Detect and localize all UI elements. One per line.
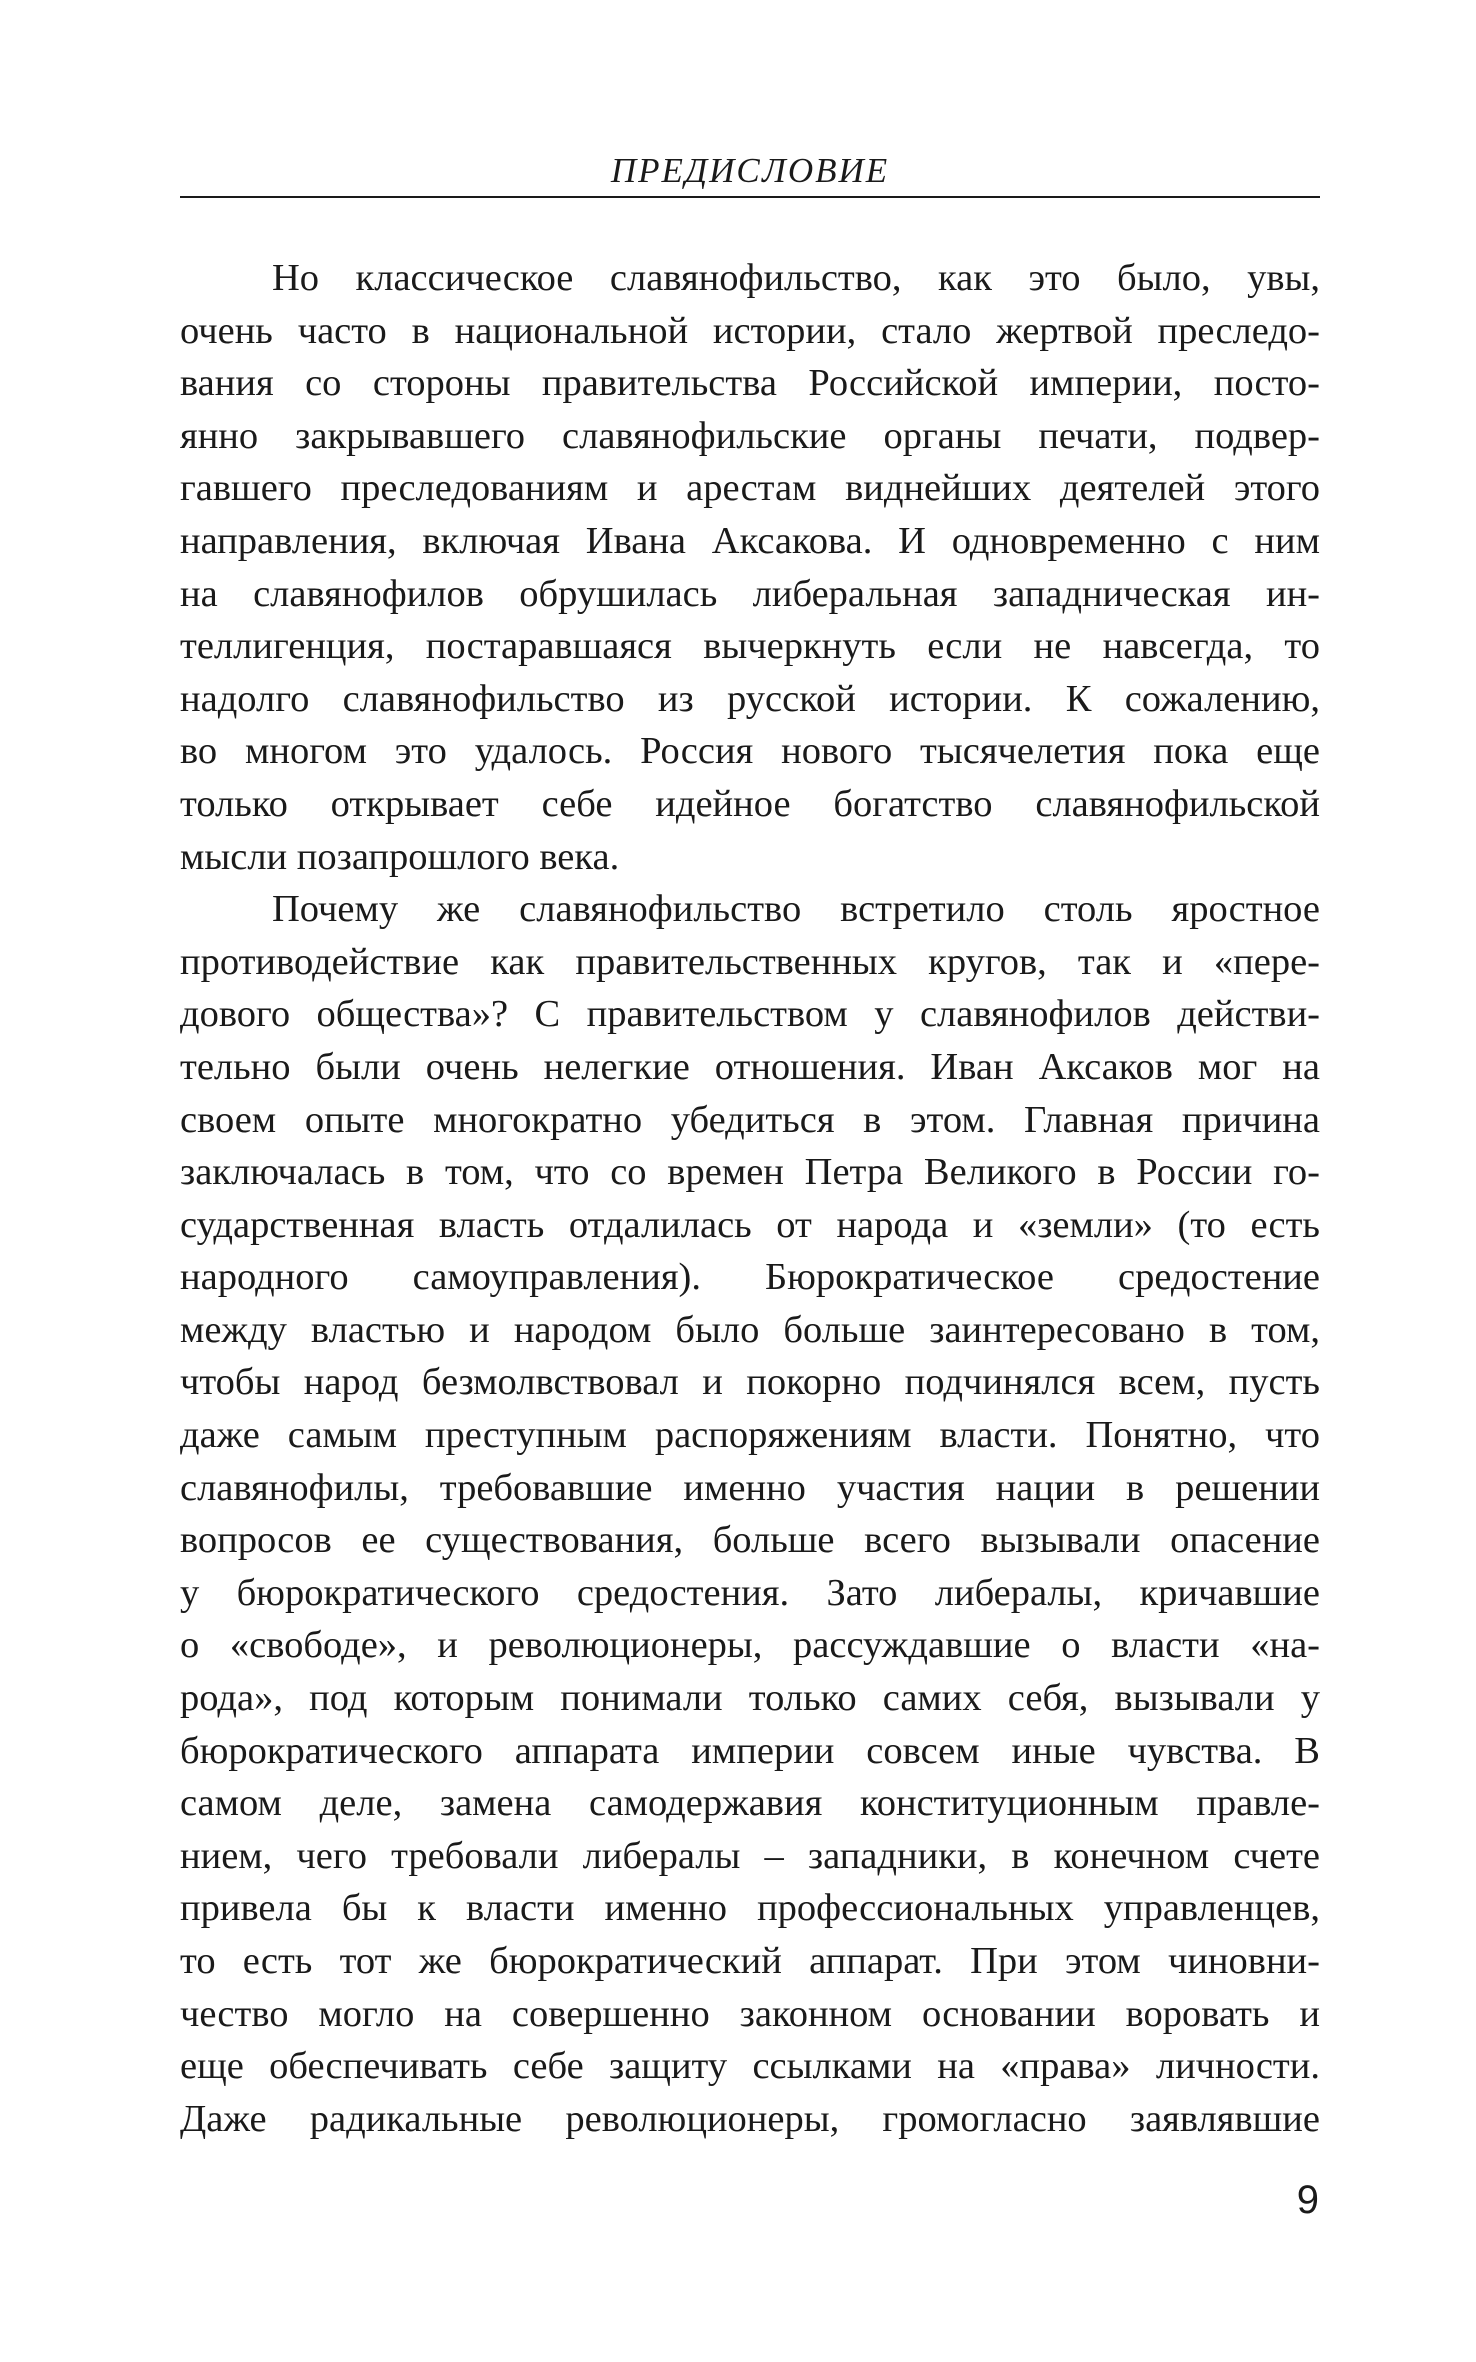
text-line: вопросов ее существования, больше всего вызывали опасение <box>180 1519 1320 1562</box>
text-line: заключалась в том, что со времен Петра Великого в России го- <box>180 1151 1320 1194</box>
paragraph-2 <box>180 883 1320 2145</box>
text-line: гавшего преследованиям и арестам виднейших деятелей этого <box>180 467 1320 510</box>
text-line: на славянофилов обрушилась либеральная западническая ин- <box>180 572 1320 615</box>
text-line: народного самоуправления). Бюрократическое средостение <box>180 1256 1320 1299</box>
text-line: надолго славянофильство из русской истории. К сожалению, <box>180 677 1320 720</box>
text-line: мысли позапрошлого века. <box>180 835 620 878</box>
text-line: между властью и народом было больше заинтересовано в том, <box>180 1308 1320 1351</box>
text-line: славянофилы, требовавшие именно участия нации в решении <box>180 1466 1320 1509</box>
running-head: ПРЕДИСЛОВИЕ <box>610 151 890 190</box>
text-line: чтобы народ безмолвствовал и покорно подчинялся всем, пусть <box>180 1361 1320 1404</box>
text-line: своем опыте многократно убедиться в этом. Главная причина <box>180 1098 1320 1141</box>
text-line: Почему же славянофильство встретило столь яростное <box>272 888 1320 931</box>
text-line: у бюрократического средостения. Зато либералы, кричавшие <box>180 1571 1320 1614</box>
text-line: во многом это удалось. Россия нового тысячелетия пока еще <box>180 730 1320 773</box>
text-line: Но классическое славянофильство, как это было, увы, <box>272 257 1320 299</box>
text-line: Даже радикальные революционеры, громогласно заявлявшие <box>180 2097 1320 2140</box>
text-line: теллигенция, постаравшаяся вычеркнуть если не навсегда, то <box>180 625 1320 668</box>
header-rule <box>180 196 1320 198</box>
text-line: рода», под которым понимали только самих себя, вызывали у <box>180 1677 1320 1720</box>
text-line: только открывает себе идейное богатство славянофильской <box>180 782 1320 825</box>
text-line: бюрократического аппарата империи совсем иные чувства. В <box>180 1729 1320 1772</box>
text-line: янно закрывавшего славянофильские органы печати, подвер- <box>180 414 1320 457</box>
text-line: дового общества»? С правительством у славянофилов действи- <box>180 993 1320 1036</box>
text-line: даже самым преступным распоряжениям власти. Понятно, что <box>180 1414 1320 1457</box>
text-line: то есть тот же бюрократический аппарат. При этом чиновни- <box>180 1940 1320 1982</box>
text-line: самом деле, замена самодержавия конституционным правле- <box>180 1782 1320 1825</box>
text-line: привела бы к власти именно профессиональных управленцев, <box>180 1887 1320 1930</box>
body-text <box>180 252 1320 2145</box>
text-line: чество могло на совершенно законном основании воровать и <box>180 1992 1320 2035</box>
paragraph-1 <box>180 252 1320 883</box>
text-line: противодействие как правительственных кругов, так и «пере- <box>180 940 1320 983</box>
text-line: еще обеспечивать себе защиту ссылками на «права» личности. <box>180 2045 1320 2088</box>
text-line: о «свободе», и революционеры, рассуждавшие о власти «на- <box>180 1624 1320 1667</box>
page-number: 9 <box>1296 2178 1319 2222</box>
text-line: направления, включая Ивана Аксакова. И одновременно с ним <box>180 519 1320 562</box>
text-line: очень часто в национальной истории, стало жертвой преследо- <box>180 309 1320 352</box>
text-line: тельно были очень нелегкие отношения. Иван Аксаков мог на <box>180 1045 1320 1088</box>
text-line: сударственная власть отдалилась от народа и «земли» (то есть <box>180 1203 1320 1246</box>
text-line: нием, чего требовали либералы – западники, в конечном счете <box>180 1834 1320 1877</box>
text-line: вания со стороны правительства Российской империи, посто- <box>180 362 1320 405</box>
